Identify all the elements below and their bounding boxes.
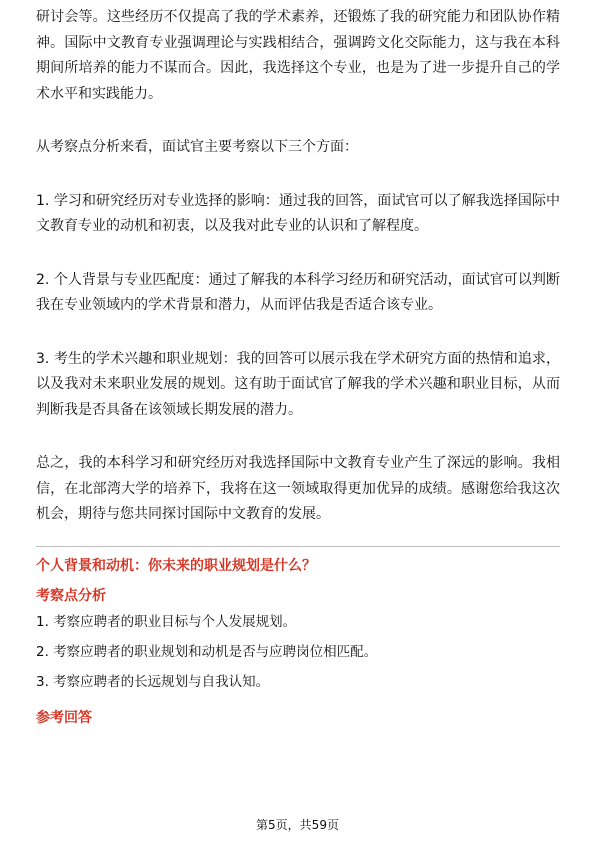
reference-answer-heading: 参考回答 bbox=[36, 709, 92, 726]
paragraph-analysis-lead: 从考察点分析来看，面试官主要考察以下三个方面： bbox=[36, 139, 358, 155]
paragraph-point-2: 2. 个人背景与专业匹配度：通过了解我的本科学习经历和研究活动，面试官可以判断我在专业领域内的学术背景和潜力，从而评估我是否适合该专业。 bbox=[36, 271, 560, 313]
analysis-item-1: 1. 考察应聘者的职业目标与个人发展规划。 bbox=[36, 613, 297, 630]
paragraph-intro: 研讨会等。这些经历不仅提高了我的学术素养，还锻炼了我的研究能力和团队协作精神。国际中文教育专业强调理论与实践相结合，强调跨文化交际能力，这与我在本科期间所培养的能力不谋而合。因此，我选择这个专业，也是为了进一步提升自己的学术水平和实践能力。 bbox=[36, 9, 560, 102]
analysis-heading: 考察点分析 bbox=[36, 587, 106, 604]
paragraph-point-3: 3. 考生的学术兴趣和职业规划：我的回答可以展示我在学术研究方面的热情和追求，以及我对未来职业发展的规划。这有助于面试官了解我的学术兴趣和职业目标，从而判断我是否具备在该领域长期发展的潜力。 bbox=[36, 350, 560, 418]
page-number: 第5页，共59页 bbox=[256, 818, 339, 832]
question-heading: 个人背景和动机：你未来的职业规划是什么？ bbox=[36, 557, 316, 574]
paragraph-point-1: 1. 学习和研究经历对专业选择的影响：通过我的回答，面试官可以了解我选择国际中文教育专业的动机和初衷，以及我对此专业的认识和了解程度。 bbox=[36, 192, 560, 234]
analysis-item-2: 2. 考察应聘者的职业规划和动机是否与应聘岗位相匹配。 bbox=[36, 643, 378, 660]
section-divider bbox=[36, 546, 560, 547]
paragraph-conclusion: 总之，我的本科学习和研究经历对我选择国际中文教育专业产生了深远的影响。我相信，在北部湾大学的培养下，我将在这一领域取得更加优异的成绩。感谢您给我这次机会，期待与您共同探讨国际中文教育的发展。 bbox=[36, 455, 560, 522]
page-content bbox=[36, 5, 560, 729]
analysis-item-3: 3. 考察应聘者的长远规划与自我认知。 bbox=[36, 673, 270, 690]
